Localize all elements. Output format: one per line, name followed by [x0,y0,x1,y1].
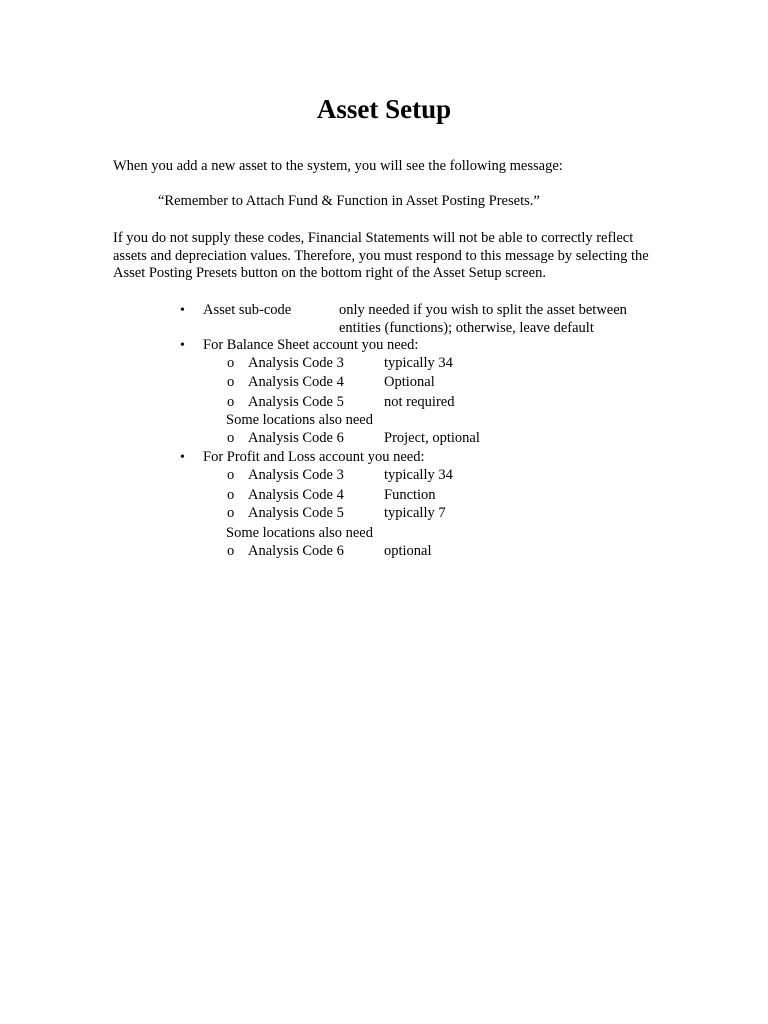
sub-bullet-icon: o [227,355,235,371]
bullet-label: Asset sub-code [203,302,292,318]
bullet-icon: • [180,303,185,318]
bullet-label: For Profit and Loss account you need: [203,449,425,465]
sub-bullet-icon: o [227,430,235,446]
sub-list-item [227,543,647,561]
sub-list-item [227,394,647,412]
locations-note: Some locations also need [226,525,373,541]
sub-bullet-icon: o [227,505,235,521]
sub-bullet-icon: o [227,487,235,503]
sub-list-item [227,355,647,373]
analysis-code-value: optional [384,543,432,559]
list-item-balance-sheet [180,337,680,355]
list-item-asset-subcode [180,302,680,336]
body-paragraph: If you do not supply these codes, Financial Statements will not be able to correctly reflect assets and depreciation values. Therefore, you must respond to this message by selecting the Asset Posting Presets button on the bottom right of the Asset Setup screen. [113,230,649,281]
analysis-code-label: Analysis Code 3 [248,467,344,483]
analysis-code-label: Analysis Code 6 [248,430,344,446]
sub-list-item [227,467,647,485]
list-item-profit-loss [180,449,680,467]
page-title: Asset Setup [316,94,452,124]
sub-bullet-icon: o [227,467,235,483]
analysis-code-value: Function [384,487,436,503]
sub-list-item [227,374,647,392]
locations-note: Some locations also need [226,412,373,428]
bullet-icon: • [180,450,185,465]
analysis-code-label: Analysis Code 5 [248,394,344,410]
analysis-code-label: Analysis Code 4 [248,487,344,503]
bullet-label: For Balance Sheet account you need: [203,337,419,353]
sub-list-item [227,430,647,448]
analysis-code-label: Analysis Code 6 [248,543,344,559]
sub-bullet-icon: o [227,394,235,410]
sub-list-item [227,487,647,505]
analysis-code-label: Analysis Code 5 [248,505,344,521]
analysis-code-value: Project, optional [384,430,480,446]
analysis-code-value: typically 7 [384,505,446,521]
sub-bullet-icon: o [227,543,235,559]
quoted-message: “Remember to Attach Fund & Function in Asset Posting Presets.” [158,193,540,209]
sub-list-item [227,505,647,523]
analysis-code-value: not required [384,394,455,410]
intro-paragraph: When you add a new asset to the system, you will see the following message: [113,158,563,174]
analysis-code-label: Analysis Code 4 [248,374,344,390]
analysis-code-label: Analysis Code 3 [248,355,344,371]
analysis-code-value: typically 34 [384,467,453,483]
analysis-code-value: Optional [384,374,435,390]
bullet-icon: • [180,338,185,353]
bullet-description: only needed if you wish to split the asset between entities (functions); otherwise, leave default [339,302,627,336]
sub-bullet-icon: o [227,374,235,390]
analysis-code-value: typically 34 [384,355,453,371]
